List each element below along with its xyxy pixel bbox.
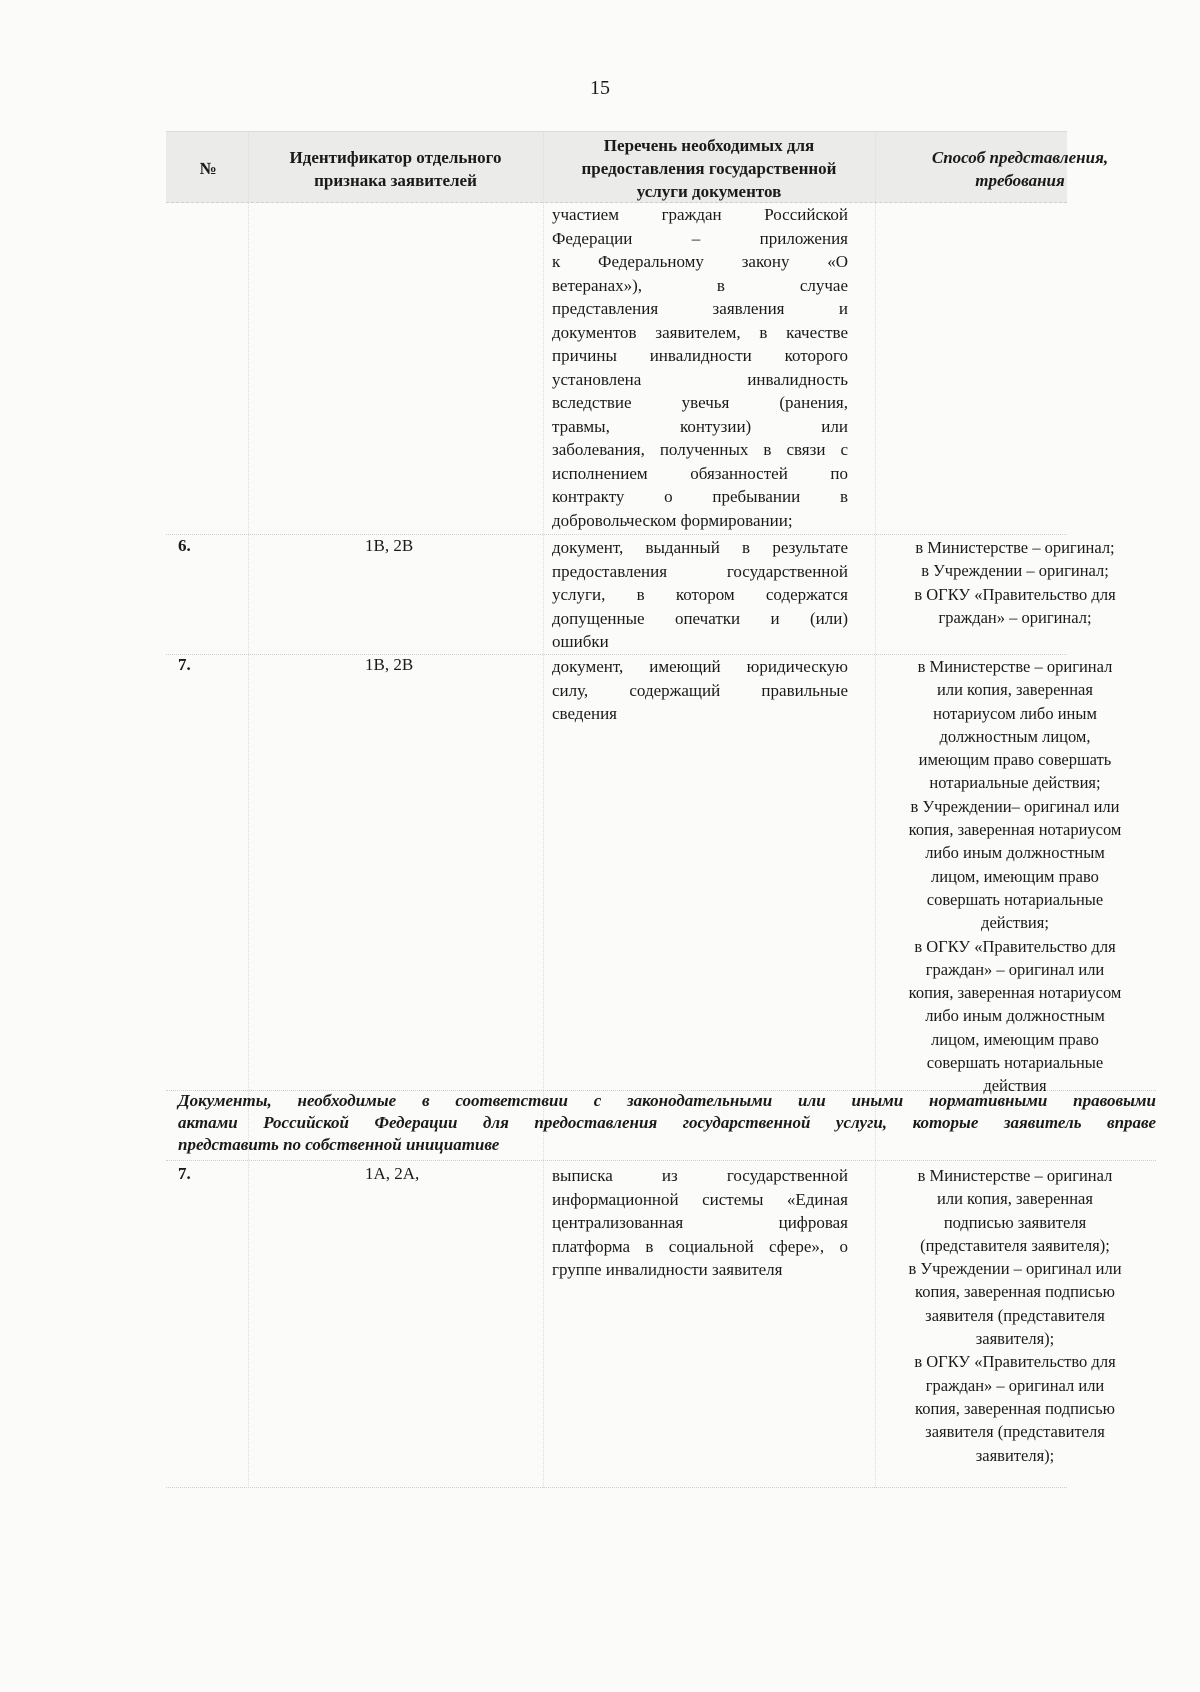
header-method: Способ представления, требования (931, 148, 1109, 190)
section-title: Документы, необходимые в соответствии с законодательными или иными нормативными правовыми актами Российской Федерации для предоставления государственной услуги, которые заявитель вправе представить по собственной инициативе (178, 1091, 1156, 1154)
row-method: в Министерстве – оригинал; в Учреждении – оригинал; в ОГКУ «Правительство для граждан» – оригинал; (914, 538, 1116, 627)
row-identifier: 1В, 2В (365, 536, 414, 555)
row-divider (166, 1160, 1156, 1161)
row-method: в Министерстве – оригинал или копия, заверенная нотариусом либо иным должностным лицом, имеющим право совершать нотариальные действия; в Учреждении– оригинал или копия, заверенная нотариусом либо иным должностным лицом, имеющим право совершать нотариальные действия; в ОГКУ «Правительство для граждан» – оригинал или копия, заверенная нотариусом либо иным должностным лицом, имеющим право совершать нотариальные действия (908, 657, 1122, 1096)
column-divider (875, 131, 876, 1488)
row-identifier: 1А, 2А, (365, 1164, 420, 1183)
row-number: 6. (178, 536, 191, 555)
page-number: 15 (590, 77, 610, 99)
row-document: выписка из государственной информационной системы «Единая централизованная цифровая платформа в социальной сфере», о группе инвалидности заявителя (552, 1166, 848, 1279)
row-number: 7. (178, 655, 191, 674)
row-identifier: 1В, 2В (365, 655, 414, 674)
row-document: документ, имеющий юридическую силу, содержащий правильные сведения (552, 657, 848, 723)
header-identifier: Идентификатор отдельного признака заявителей (289, 148, 502, 190)
table-bottom-line (166, 1487, 1067, 1488)
column-divider (543, 131, 544, 1488)
header-documents: Перечень необходимых для предоставления государственной услуги документов (581, 136, 837, 201)
row-divider (166, 534, 1067, 535)
row-method: в Министерстве – оригинал или копия, заверенная подписью заявителя (представителя заявителя); в Учреждении – оригинал или копия, заверенная подписью заявителя (представителя заявителя); в ОГКУ «Правительство для граждан» – оригинал или копия, заверенная подписью заявителя (представителя заявителя); (908, 1166, 1122, 1465)
row-document: документ, выданный в результате предоставления государственной услуги, в котором содержатся допущенные опечатки и (или) ошибки (552, 538, 848, 651)
header-number: № (199, 159, 217, 178)
continuation-text: участием граждан Российской Федерации – приложения к Федеральному закону «О ветеранах»), в случае представления заявления и документов заявителем, в качестве причины инвалидности которого установлена инвалидность вследствие увечья (ранения, травмы, контузии) или заболевания, полученных в связи с исполнением обязанностей по контракту о пребывании в добровольческом формировании; (552, 205, 848, 530)
column-divider (248, 131, 249, 1488)
row-number: 7. (178, 1164, 191, 1183)
